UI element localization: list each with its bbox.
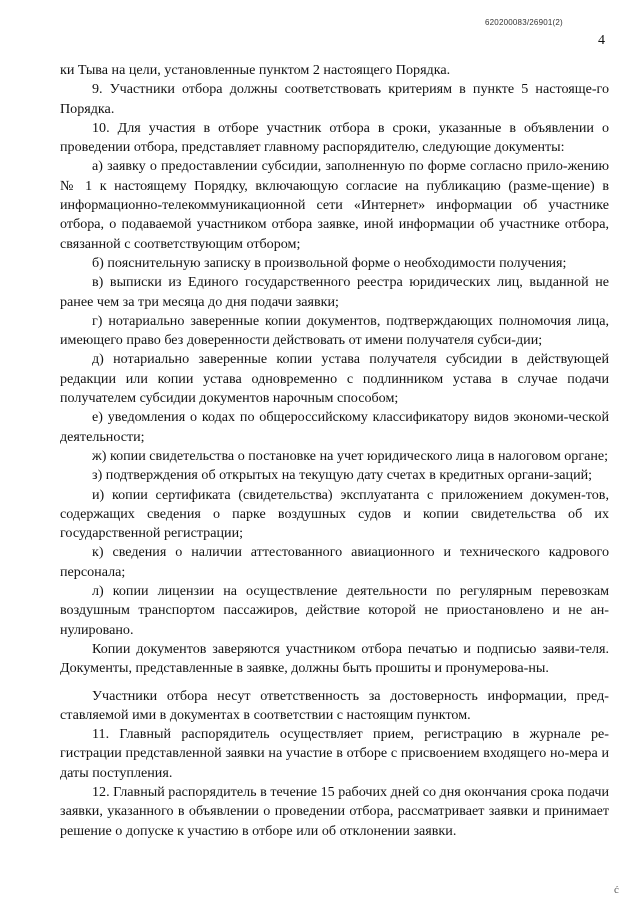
subitem-i: и) копии сертификата (свидетельства) эксплуатанта с приложением докумен-тов, содержащих сведения о парке воздушных судов и копии свидетельства об их государственной регистрации; <box>60 486 609 542</box>
subitem-e: е) уведомления о кодах по общероссийскому классификатору видов экономи-ческой деятельности; <box>60 409 609 445</box>
paragraph-copies-certification: Копии документов заверяются участником отбора печатью и подписью заяви-теля. Документы, представленные в заявке, должны быть прошиты и пронумерова-ны. <box>60 640 609 677</box>
subitem-g: г) нотариально заверенные копии документов, подтверждающих полномочия лица, имеющего право без доверенности действовать от имени получателя субси-дии; <box>60 312 609 349</box>
paragraph-item-12: 12. Главный распорядитель в течение 15 рабочих дней со дня окончания срока подачи заявки, указанного в объявлении о проведении отбора, рассматривает заявки и принимает решение о допуске к участию в отборе или об отклонении заявки. <box>60 783 609 839</box>
paragraph-item-10: 10. Для участия в отборе участник отбора в сроки, указанные в объявлении о проведении отбора, представляет главному распорядителю, следующие документы: <box>60 119 609 156</box>
subitem-d: д) нотариально заверенные копии устава получателя субсидии в действующей редакции или копии устава одновременно с подлинником устава в случае подачи получателем субсидии документов нарочным способом; <box>60 351 609 407</box>
corner-mark: ć <box>614 884 619 896</box>
paragraph-continuation: ки Тыва на цели, установленные пунктом 2 настоящего Порядка. <box>60 62 451 78</box>
paragraph-item-11: 11. Главный распорядитель осуществляет прием, регистрацию в журнале ре-гистрации представленной заявки на участие в отборе с присвоением входящего но-мера и даты поступления. <box>60 726 609 781</box>
page-number: 4 <box>598 33 605 48</box>
subitem-v: в) выписки из Единого государственного реестра юридических лиц, выданной не ранее чем за три месяца до дня подачи заявки; <box>60 274 609 310</box>
subitem-b: б) пояснительную записку в произвольной форме о необходимости получения; <box>92 254 567 271</box>
subitem-z: з) подтверждения об открытых на текущую дату счетах в кредитных органи-заций; <box>92 467 593 484</box>
subitem-k: к) сведения о наличии аттестованного авиационного и технического кадрового персонала; <box>60 544 609 580</box>
subitem-l: л) копии лицензии на осуществление деятельности по регулярным перевозкам воздушным транспортом пассажиров, действие которой не приостановлено и не ан-нулировано. <box>60 583 609 638</box>
subitem-zh: ж) копии свидетельства о постановке на учет юридического лица в налоговом органе; <box>92 447 609 464</box>
document-body <box>60 61 609 841</box>
subitem-a: а) заявку о предоставлении субсидии, заполненную по форме согласно прило-жению № 1 к настоящему Порядку, включающую согласие на публикацию (разме-щение) в информационно-телекоммуникационной сети «Интернет» информации об участнике отбора, о подаваемой участником отбора заявке, иной информации об участнике отбора, связанной с соответствующим отбором; <box>60 158 609 252</box>
document-id: 620200083/26901(2) <box>485 18 563 27</box>
paragraph-responsibility: Участники отбора несут ответственность за достоверность информации, пред-ставляемой ими в документах в соответствии с настоящим пунктом. <box>60 687 609 723</box>
paragraph-item-9: 9. Участники отбора должны соответствовать критериям в пункте 5 настояще-го Порядка. <box>60 81 609 117</box>
